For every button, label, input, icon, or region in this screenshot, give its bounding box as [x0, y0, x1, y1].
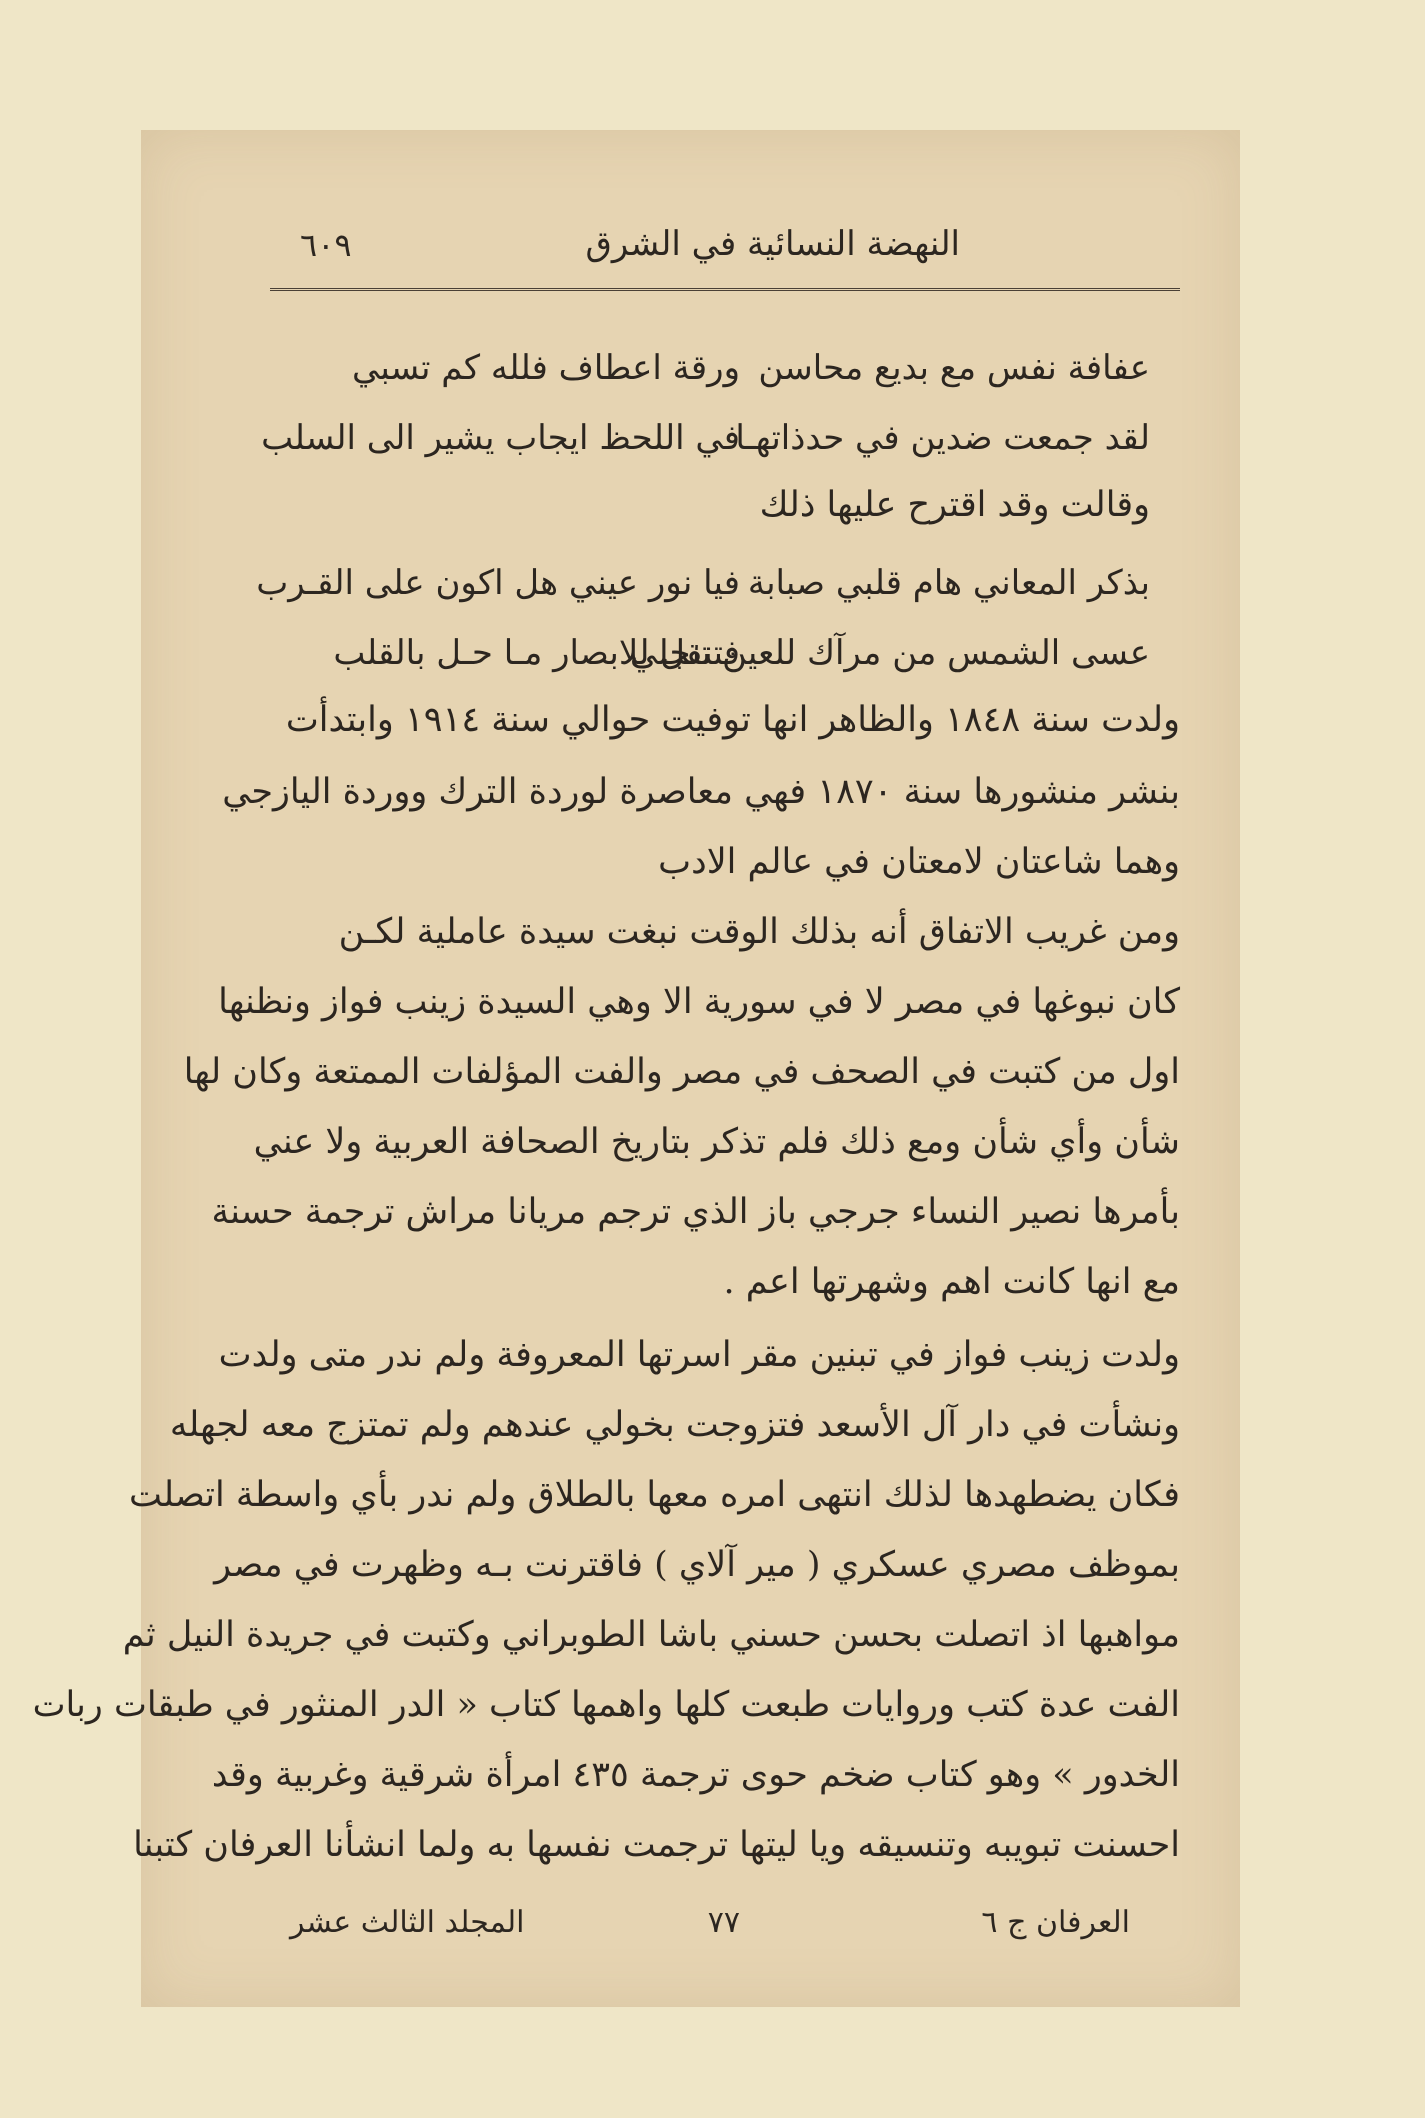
text-line: فكان يضطهدها لذلك انتهى امره معها بالطلاق ولم ندر بأي واسطة اتصلت: [128, 1475, 1180, 1515]
text-line: شأن وأي شأن ومع ذلك فلم تذكر بتاريخ الصحافة العربية ولا عني: [253, 1122, 1180, 1162]
text-line: كان نبوغها في مصر لا في سورية الا وهي السيدة زينب فواز ونظنها: [218, 982, 1180, 1022]
verse-second-hemistich: فتنقل للابصار مـا حـل بالقلب: [333, 633, 740, 673]
poem-verse: [256, 555, 1170, 615]
running-title: النهضة النسائية في الشرق: [585, 224, 960, 264]
page-footer: [270, 1905, 1170, 1955]
running-header: [270, 220, 1170, 280]
header-rule: [270, 288, 1180, 299]
text-line: بموظف مصري عسكري ( مير آلاي ) فاقترنت بـه وظهرت في مصر: [214, 1545, 1180, 1585]
footer-journal: العرفان ج ٦: [981, 1905, 1130, 1940]
poem-verse: [261, 410, 1170, 470]
text-line: ولدت سنة ١٨٤٨ والظاهر انها توفيت حوالي سنة ١٩١٤ وابتدأت: [285, 700, 1180, 740]
text-line: اول من كتبت في الصحف في مصر والفت المؤلفات الممتعة وكان لها: [183, 1052, 1180, 1092]
text-line: بنشر منشورها سنة ١٨٧٠ فهي معاصرة لوردة الترك ووردة اليازجي: [222, 772, 1180, 812]
footer-volume: المجلد الثالث عشر: [290, 1905, 525, 1940]
verse-second-hemistich: فيا نور عيني هل اكون على القـرب: [256, 563, 740, 603]
verse-first-hemistich: عفافة نفس مع بديع محاسن: [758, 348, 1150, 388]
text-line: بأمرها نصير النساء جرجي باز الذي ترجم مريانا مراش ترجمة حسنة: [211, 1192, 1180, 1232]
poem-verse: [270, 340, 1170, 400]
text-line: ولدت زينب فواز في تبنين مقر اسرتها المعروفة ولم ندر متى ولدت: [218, 1335, 1180, 1375]
text-line: احسنت تبويبه وتنسيقه ويا ليتها ترجمت نفسها به ولما انشأنا العرفان كتبنا: [133, 1825, 1180, 1865]
verse-first-hemistich: بذكر المعاني هام قلبي صبابة: [747, 563, 1150, 603]
poem-verse: [270, 625, 1170, 685]
verse-second-hemistich: ورقة اعطاف فلله كم تسبي: [352, 348, 740, 388]
text-line: مع انها كانت اهم وشهرتها اعم .: [723, 1262, 1180, 1302]
verse-first-hemistich: لقد جمعت ضدين في حدذاتهـا: [735, 418, 1150, 458]
text-line: الفت عدة كتب وروايات طبعت كلها واهمها كتاب « الدر المنثور في طبقات ربات: [32, 1685, 1180, 1725]
text-line: وهما شاعتان لامعتان في عالم الادب: [658, 842, 1180, 882]
page-number: ٦٠٩: [300, 226, 352, 264]
text-line: ومن غريب الاتفاق أنه بذلك الوقت نبغت سيدة عاملية لكـن: [338, 912, 1180, 952]
verse-first-hemistich: عسى الشمس من مرآك للعين تنجلي: [629, 633, 1150, 673]
verse-second-hemistich: في اللحظ ايجاب يشير الى السلب: [261, 418, 740, 458]
text-line: الخدور » وهو كتاب ضخم حوى ترجمة ٤٣٥ امرأة شرقية وغربية وقد: [211, 1755, 1180, 1795]
text-line: ونشأت في دار آل الأسعد فتزوجت بخولي عندهم ولم تمتزج معه لجهله: [169, 1405, 1180, 1445]
intro-line: وقالت وقد اقترح عليها ذلك: [759, 485, 1150, 525]
footer-page-number: ٧٧: [707, 1905, 740, 1940]
text-line: مواهبها اذ اتصلت بحسن حسني باشا الطوبراني وكتبت في جريدة النيل ثم: [122, 1615, 1180, 1655]
